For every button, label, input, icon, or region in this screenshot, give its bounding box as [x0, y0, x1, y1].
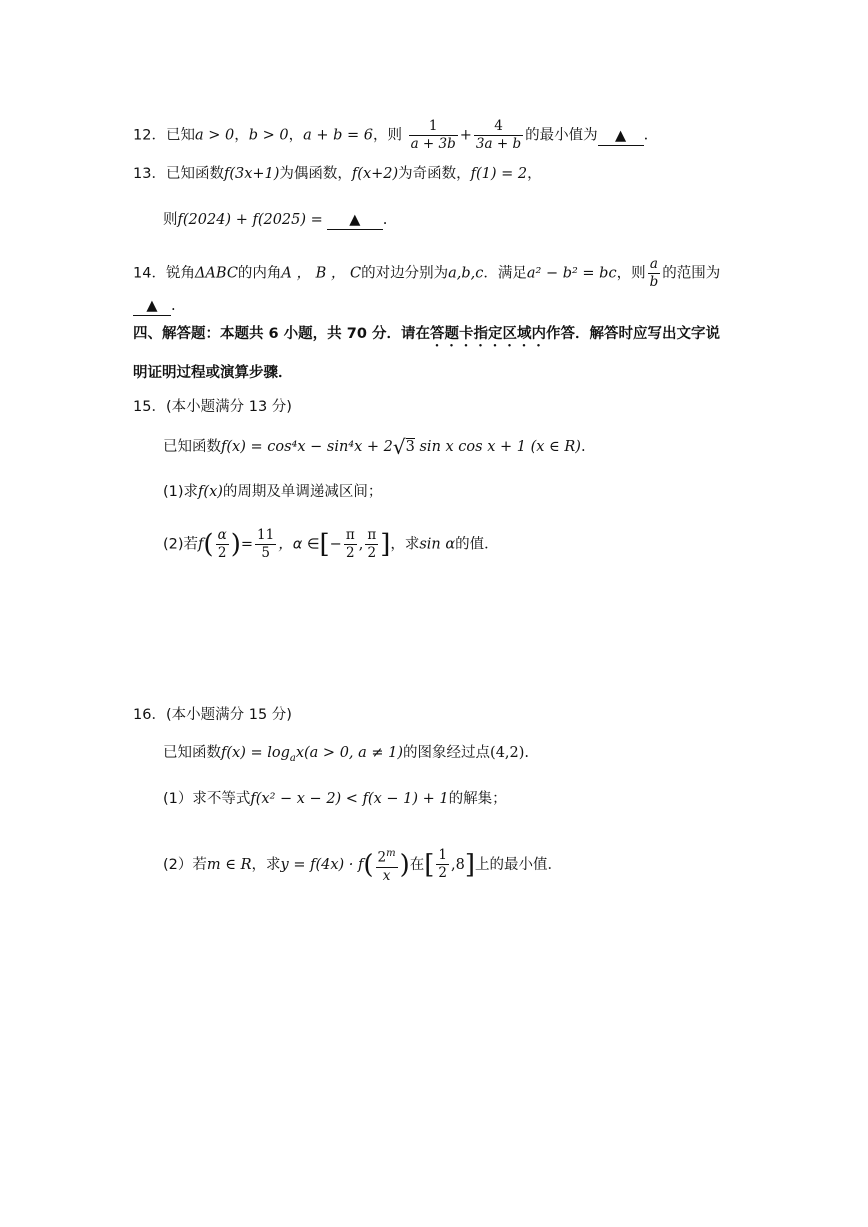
question-15-stem: 已知函数f(x) = cos⁴x − sin⁴x + 2√3 sin x cos x + 1 (x ∈ R). [163, 435, 586, 459]
fraction: $\frac{a}{b}$ [649, 256, 659, 290]
section-heading: 四、解答题：本题共 6 小题，共 70 分．请在答题卡指定区域内作答．解答时应写出文字说 [133, 326, 720, 342]
question-13-line2: 则f(2024) + f(2025) = ▲ . [163, 212, 388, 228]
fraction: $\frac{\alpha}{2}$ [217, 527, 227, 561]
question-13: 13．已知函数f(3x+1)为偶函数，f(x+2)为奇函数，f(1) = 2， [133, 166, 542, 182]
fraction: $\frac{2^m}{x}$ [376, 845, 398, 885]
question-14: 14．锐角ΔABC的内角A ， B ， C的对边分别为a,b,c．满足a² − b² = bc，则 $\frac{a}{b}$ 的范围为 [133, 256, 721, 290]
question-16-part1: (1）求不等式f(x² − x − 2) < f(x − 1) + 1的解集； [163, 791, 507, 807]
sqrt-symbol: √ [392, 435, 406, 459]
question-16-stem: 已知函数$f(x) = \log_ax(a > 0$, a ≠ 1)的图象经过点(4,2). [163, 745, 530, 764]
question-14-line2: ▲ . [133, 296, 176, 316]
fraction: $\frac{11}{5}$ [257, 527, 275, 561]
question-number: 16． [133, 707, 166, 723]
question-number: 14． [133, 265, 166, 282]
question-score: (本小题满分 15 分) [165, 707, 292, 723]
question-15-part1: (1)求f(x)的周期及单调递减区间； [163, 484, 383, 500]
fraction: $\frac{4}{3a + b}$ [475, 118, 522, 152]
answer-blank[interactable]: ▲ [598, 127, 644, 146]
section-heading-line2: 明证明过程或演算步骤． [133, 365, 293, 381]
question-15 [133, 397, 292, 417]
question-15-part2: (2)若f( $\frac{\alpha}{2}$ )= $\frac{11}{5}$ ，α ∈[− $\frac{\pi}{2}$ , $\frac{\pi}{2}$ ]，求sin α的值． [163, 527, 499, 561]
fraction: $\frac{1}{a + 3b}$ [410, 118, 456, 152]
question-number: 15． [133, 399, 166, 415]
question-16 [133, 705, 292, 725]
question-16-part2: (2）若m ∈ R，求y = f(4x) · f( $\frac{2^m}{x}$ )在[ $\frac{1}{2}$ ,8]上的最小值． [163, 845, 562, 885]
fraction: $\frac{1}{2}$ [438, 847, 447, 882]
fraction: $\frac{\pi}{2}$ [367, 527, 377, 561]
answer-blank[interactable]: ▲ [133, 297, 171, 316]
question-number: 13． [133, 166, 166, 182]
question-score: (本小题满分 13 分) [165, 399, 292, 415]
answer-blank[interactable]: ▲ [327, 211, 383, 230]
question-12: 12．已知a > 0，b > 0，a + b = 6，则 $\frac{1}{a + 3b}$ + $\frac{4}{3a + b}$ 的最小值为 ▲ . [133, 118, 649, 152]
question-number: 12． [133, 127, 166, 144]
emphasized-text: 答题卡指定区域内 [429, 326, 546, 342]
fraction: $\frac{\pi}{2}$ [345, 527, 355, 561]
